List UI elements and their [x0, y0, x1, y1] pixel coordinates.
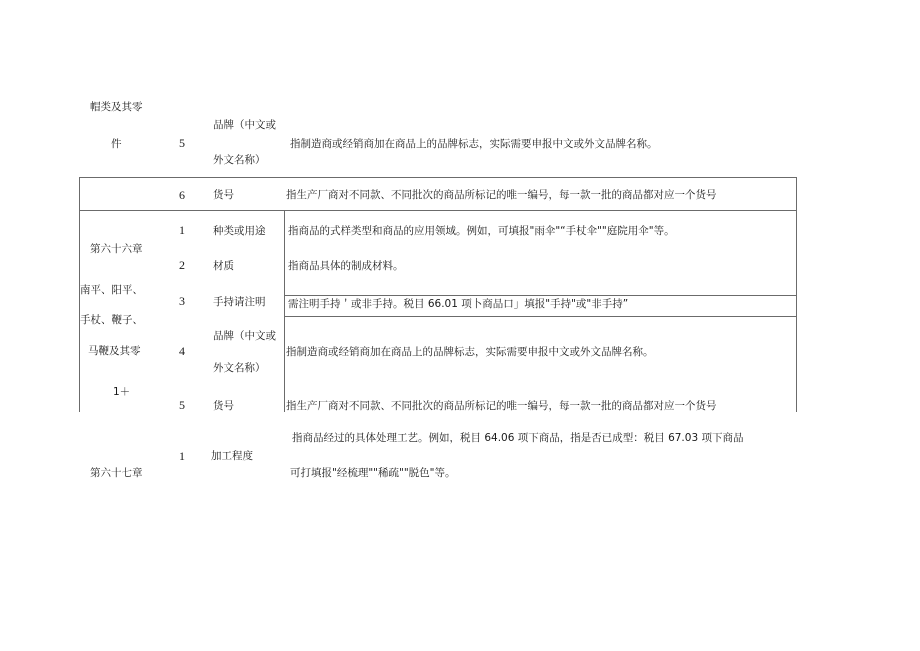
field-brand-line2: 外文名称）: [213, 362, 266, 374]
table-rule: [79, 177, 797, 178]
row-number: 1: [179, 223, 185, 237]
table-column-divider: [284, 210, 285, 412]
row-number: 4: [179, 344, 185, 358]
table-rule: [284, 316, 797, 317]
table-border-right: [796, 177, 797, 211]
field-description: 指商品的式样类型和商品的应用领域。例如，可填报"雨伞"“手杖伞""庭院用伞"等。: [288, 225, 675, 237]
field-description: 指制造商或经销商加在商品上的品牌标志，实际需要申报中文或外文品牌名称。: [286, 346, 654, 358]
row-number: 2: [179, 258, 185, 272]
field-material: 材质: [213, 260, 234, 272]
table-border-left: [79, 177, 80, 211]
field-item-number: 货号: [213, 189, 234, 201]
chapter-66-title: 第六十六章: [90, 243, 143, 255]
row-number: 5: [179, 398, 185, 412]
field-description-line1: 指商品经过的具体处理工艺。例如，税目 64.06 项下商品，指是否已成型：税目 67.03 项下商品: [292, 432, 744, 444]
table-border-left: [79, 210, 80, 412]
field-description: 指制造商或经销商加在商品上的品牌标志，实际需要申报中文或外文品牌名称。: [290, 138, 658, 150]
chapter-hats-line2: 件: [111, 138, 122, 150]
field-description: 需注明手持＇或非手持。税目 66.01 项卜商品口」填报"手持"或"非手持”: [288, 298, 629, 310]
chapter-66-line4: 马鞭及其零: [88, 345, 141, 357]
table-rule: [284, 295, 797, 296]
field-brand-line1: 品牌（中文或: [213, 119, 276, 131]
row-number: 1: [179, 449, 185, 463]
field-processing: 加工程度: [211, 450, 253, 462]
row-number: 5: [179, 136, 185, 150]
chapter-hats-line1: 帽类及其零: [90, 101, 143, 113]
field-description: 指商品具体的制成材料。: [288, 260, 404, 272]
chapter-67-title: 第六十七章: [90, 467, 143, 479]
row-number: 3: [179, 294, 185, 308]
field-brand-line1: 品牌（中文或: [213, 330, 276, 342]
chapter-66-line5: 1＋: [113, 386, 131, 398]
field-description: 指生产厂商对不同款、不同批次的商品所标记的唯一编号，每一款一批的商品都对应一个货号: [286, 400, 717, 412]
table-border-right: [796, 210, 797, 412]
field-item-number: 货号: [213, 400, 234, 412]
field-brand-line2: 外文名称）: [213, 154, 266, 166]
row-number: 6: [179, 188, 185, 202]
field-description-line2: 可打填报"经梳理""稀疏""脱色"等。: [290, 467, 456, 479]
chapter-66-line3: 手杖、鞭子、: [80, 314, 143, 326]
field-handheld: 手持请注明: [213, 296, 266, 308]
field-description: 指生产厂商对不同款、不同批次的商品所标记的唯一编号，每一款一批的商品都对应一个货号: [286, 189, 717, 201]
field-type-use: 种类或用途: [213, 225, 266, 237]
chapter-66-line2: 南平、阳平、: [80, 284, 143, 296]
table-rule: [79, 210, 797, 211]
